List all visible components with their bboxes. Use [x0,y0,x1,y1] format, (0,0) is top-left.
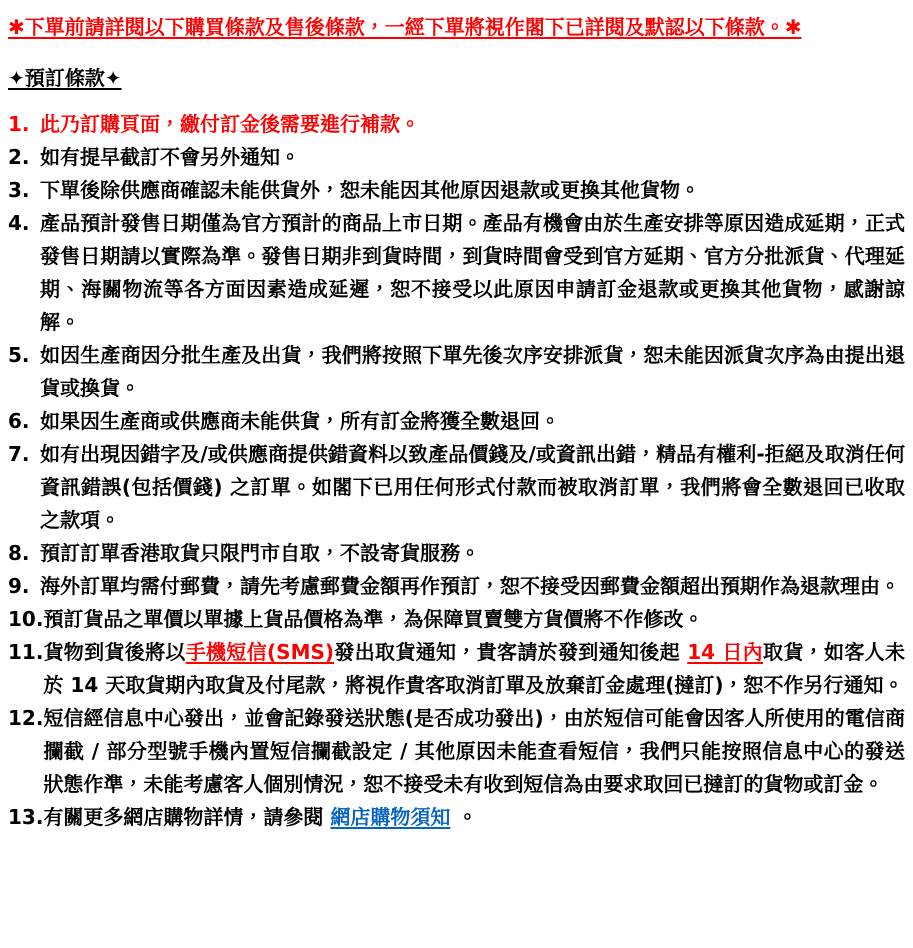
term-item [8,108,905,141]
term-segment: 有關更多網店購物詳情，請參閱 [43,805,331,829]
term-number: 8. [8,541,30,565]
term-segment: 取貨，如客人未於 14 天取貨期內取貨及付尾款，將視作貴客取消訂單及放棄訂金處理(撻訂)，恕不作另行通知。 [43,640,905,697]
term-text [40,339,905,405]
term-segment: 如有出現因錯字及/或供應商提供錯資料以致產品價錢及/或資訊出錯，精品有權利-拒絕及取消任何資訊錯誤(包括價錢) 之訂單。如閣下已用任何形式付款而被取消訂單，我們將會全數退回已收取之款項。 [40,442,905,532]
term-text [40,108,905,141]
term-text [40,570,905,603]
term-item [8,570,905,603]
term-number: 7. [8,442,30,466]
term-number: 10. [8,607,44,631]
term-text [40,537,905,570]
term-number: 12. [8,706,44,730]
term-item [8,438,905,537]
term-segment: 如有提早截訂不會另外通知。 [40,145,300,169]
term-segment: 產品預計發售日期僅為官方預計的商品上市日期。產品有機會由於生產安排等原因造成延期，正式發售日期請以實際為準。發售日期非到貨時間，到貨時間會受到官方延期、官方分批派貨、代理延期、海關物流等各方面因素造成延遲，恕不接受以此原因申請訂金退款或更換其他貨物，感謝諒解。 [40,211,905,334]
term-segment: 短信經信息中心發出，並會記錄發送狀態(是否成功發出)，由於短信可能會因客人所使用的電信商攔截 / 部分型號手機內置短信攔截設定 / 其他原因未能查看短信，我們只能按照信息中心的發送狀態作準，未能考慮客人個別情況，恕不接受未有收到短信為由要求取回已撻訂的貨物或訂金。 [43,706,905,796]
term-segment: 發出取貨通知，貴客請於發到通知後起 [334,640,688,664]
term-text [43,702,905,801]
term-text [43,603,905,636]
term-text [43,801,905,834]
term-item [8,636,905,702]
term-item [8,537,905,570]
term-segment: 此乃訂購頁面，繳付訂金後需要進行補款。 [40,112,420,136]
pre-order-warning-banner: ✱下單前請詳閱以下購買條款及售後條款，一經下單將視作閣下已詳閱及默認以下條款。✱ [8,15,802,39]
term-item [8,141,905,174]
term-number: 9. [8,574,30,598]
term-text [40,174,905,207]
term-number: 3. [8,178,30,202]
term-segment: 貨物到貨後將以 [43,640,186,664]
term-segment: 預訂貨品之單價以單據上貨品價格為準，為保障買賣雙方貨價將不作修改。 [43,607,704,631]
term-segment: 如果因生產商或供應商未能供貨，所有訂金將獲全數退回。 [40,409,560,433]
term-segment: 。 [450,805,478,829]
term-segment: 如因生產商因分批生產及出貨，我們將按照下單先後次序安排派貨，恕未能因派貨次序為由提出退貨或換貨。 [40,343,905,400]
term-item [8,801,905,834]
term-number: 13. [8,805,44,829]
term-segment: 預訂訂單香港取貨只限門市自取，不設寄貨服務。 [40,541,480,565]
term-item [8,339,905,405]
shop-guide-link[interactable]: 網店購物須知 [330,805,451,829]
term-segment: 下單後除供應商確認未能供貨外，恕未能因其他原因退款或更換其他貨物。 [40,178,700,202]
term-text [40,207,905,339]
term-text [40,141,905,174]
term-text [40,405,905,438]
term-emphasis: 14 日內 [687,640,764,664]
terms-list [8,108,905,834]
term-text [43,636,905,702]
term-segment: 海外訂單均需付郵費，請先考慮郵費金額再作預訂，恕不接受因郵費金額超出預期作為退款理由。 [40,574,900,598]
term-number: 4. [8,211,30,235]
term-item [8,207,905,339]
term-item [8,702,905,801]
term-text [40,438,905,537]
term-number: 11. [8,640,44,664]
term-item [8,174,905,207]
term-number: 6. [8,409,30,433]
term-number: 2. [8,145,30,169]
section-heading-preorder-terms: ✦預訂條款✦ [8,66,122,90]
term-number: 1. [8,112,30,136]
term-item [8,603,905,636]
term-number: 5. [8,343,30,367]
term-item [8,405,905,438]
term-emphasis: 手機短信(SMS) [185,640,335,664]
